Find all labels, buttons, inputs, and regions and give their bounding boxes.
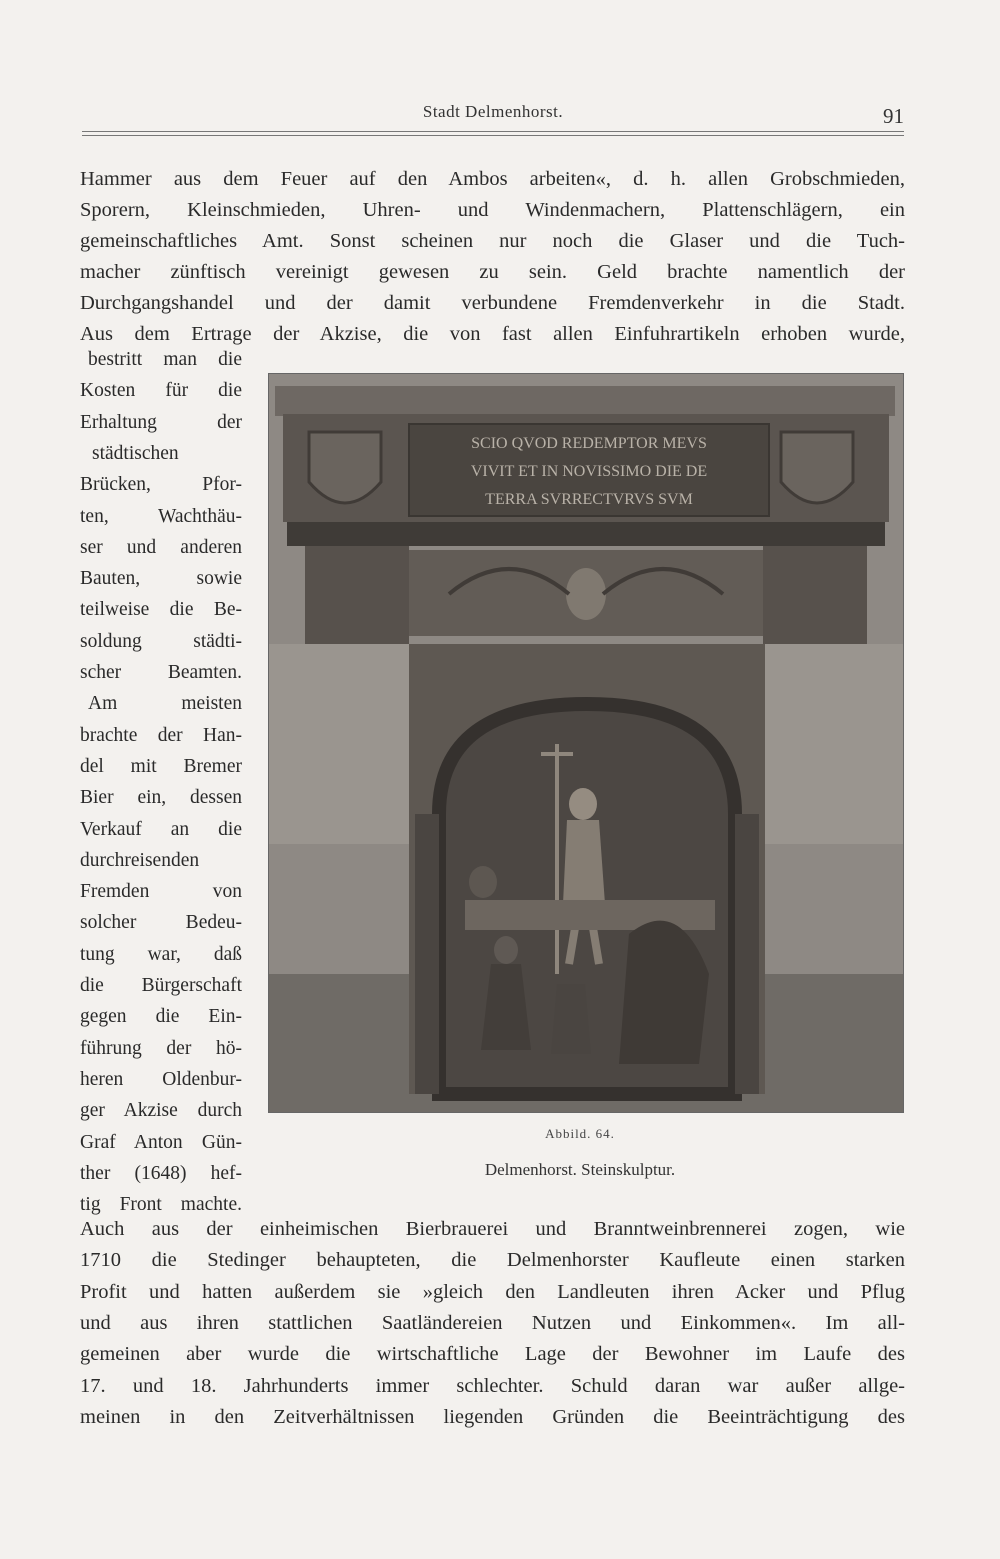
text-line: 1710 die Stedinger behaupteten, die Delmenhorster Kaufleute einen starken	[80, 1249, 905, 1272]
text-line: Aus dem Ertrage der Akzise, die von fast allen Einfuhrartikeln erhoben wurde,	[80, 323, 905, 345]
column-text-line: teilweise die Be-	[80, 599, 242, 621]
text-line: und aus ihren stattlichen Saatländereien Nutzen und Einkommen«. Im all-	[80, 1311, 905, 1334]
column-text-line: Verkauf an die	[80, 818, 242, 840]
column-text-line: Am meisten	[88, 693, 242, 715]
page-number: 91	[883, 104, 904, 128]
column-text-line: Brücken, Pfor-	[80, 474, 242, 496]
column-text-line: Fremden von	[80, 881, 242, 903]
header-rule	[82, 131, 904, 132]
inscription-line-3: TERRA SVRRECTVRVS SVM	[485, 491, 693, 508]
column-text-line: ten, Wachthäu-	[80, 505, 242, 527]
column-text-line: ther (1648) hef-	[80, 1162, 242, 1184]
inscription-line-1: SCIO QVOD REDEMPTOR MEVS	[471, 435, 707, 452]
column-text-line: bestritt man die	[88, 349, 242, 370]
page-header	[82, 102, 904, 132]
column-text-line: tig Front machte.	[80, 1194, 242, 1216]
header-rule-second	[82, 135, 904, 136]
column-text-line: del mit Bremer	[80, 755, 242, 777]
column-text-line: gegen die Ein-	[80, 1006, 242, 1028]
column-text-line: Graf Anton Gün-	[80, 1131, 242, 1153]
text-line: Profit und hatten außerdem sie »gleich den Landleuten ihren Acker und Pflug	[80, 1280, 905, 1303]
column-text-line: soldung städti-	[80, 630, 242, 652]
stone-sculpture-image	[269, 374, 903, 1112]
column-text-line: ser und anderen	[80, 536, 242, 558]
column-text-line: solcher Bedeu-	[80, 912, 242, 934]
column-text-line: die Bürgerschaft	[80, 975, 242, 996]
column-text-line: Bauten, sowie	[80, 568, 242, 590]
column-text-line: brachte der Han-	[80, 724, 242, 746]
text-line: 17. und 18. Jahrhunderts immer schlechter. Schuld daran war außer allge-	[80, 1374, 905, 1397]
text-line: gemeinschaftliches Amt. Sonst scheinen nur noch die Glaser und die Tuch-	[80, 230, 905, 252]
column-text-line: durchreisenden	[80, 849, 200, 871]
column-text-line: tung war, daß	[80, 943, 242, 965]
text-line: Durchgangshandel und der damit verbundene Fremdenverkehr in die Stadt.	[80, 292, 905, 314]
text-line: Sporern, Kleinschmieden, Uhren- und Windenmachern, Plattenschlägern, ein	[80, 199, 905, 221]
text-line: Hammer aus dem Feuer auf den Ambos arbeiten«, d. h. allen Grobschmieden,	[80, 168, 905, 190]
figure-number: Abbild. 64.	[545, 1126, 615, 1141]
text-line: gemeinen aber wurde die wirtschaftliche Lage der Bewohner im Laufe des	[80, 1343, 905, 1366]
inscription-line-2: VIVIT ET IN NOVISSIMO DIE DE	[470, 463, 708, 480]
figure-caption: Delmenhorst. Steinskulptur.	[484, 1160, 676, 1179]
text-line: meinen in den Zeitverhältnissen liegenden Gründen die Beeinträchtigung des	[80, 1405, 905, 1428]
text-line: macher zünftisch vereinigt gewesen zu sein. Geld brachte namentlich der	[80, 261, 905, 283]
column-text-line: ger Akzise durch	[80, 1100, 242, 1122]
column-text-line: Bier ein, dessen	[80, 787, 242, 809]
column-text-line: städtischen	[92, 442, 179, 464]
column-text-line: Erhaltung der	[80, 411, 242, 433]
column-text-line: scher Beamten.	[80, 662, 242, 683]
sculpture-photograph	[268, 373, 904, 1113]
text-line: Auch aus der einheimischen Bierbrauerei und Branntweinbrennerei zogen, wie	[80, 1218, 905, 1240]
column-text-line: heren Oldenbur-	[80, 1068, 242, 1090]
column-text-line: Kosten für die	[80, 380, 242, 402]
running-title: Stadt Delmenhorst.	[422, 102, 564, 121]
column-text-line: führung der hö-	[80, 1037, 242, 1059]
